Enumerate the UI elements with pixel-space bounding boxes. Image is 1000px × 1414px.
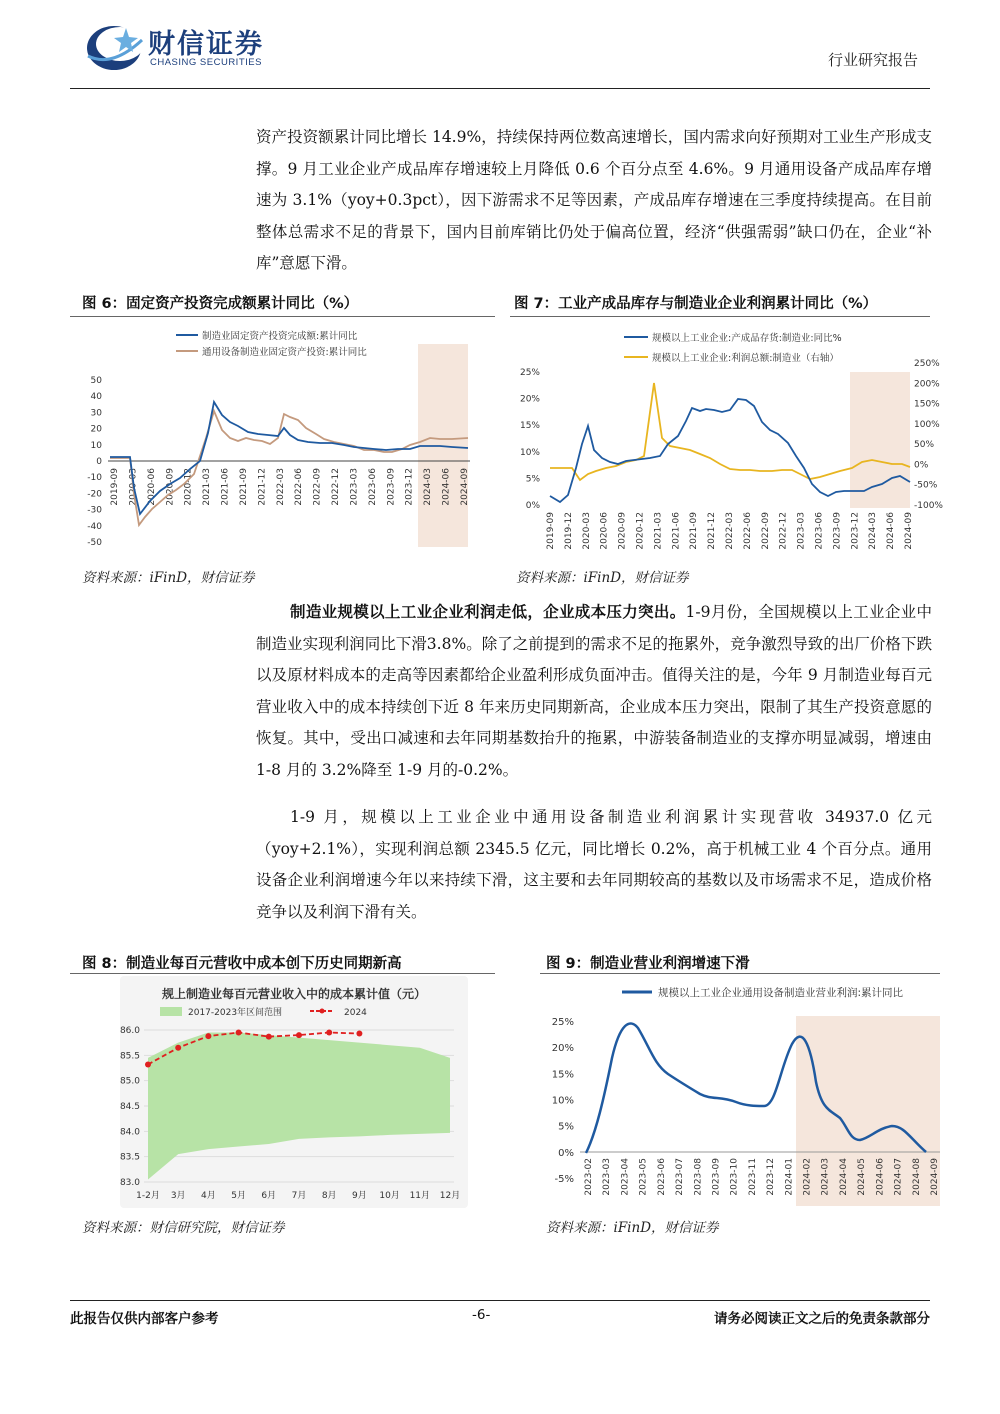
- fig9-y-tick: 10%: [551, 1095, 574, 1107]
- fig8-y-tick: 85.0: [119, 1076, 140, 1087]
- fig8-y-tick: 83.0: [119, 1178, 140, 1188]
- fig6-x-tick: 2021-09: [238, 468, 249, 506]
- fig8-x-tick: 5月: [231, 1191, 246, 1201]
- fig8-y-tick: 86.0: [119, 1026, 140, 1036]
- fig9-y-tick: -5%: [554, 1174, 574, 1185]
- fig6-x-tick: 2021-06: [220, 468, 231, 506]
- fig8-x-tick: 7月: [291, 1191, 307, 1201]
- fig9-x-tick: 2023-12: [766, 1158, 777, 1196]
- fig9-x-tick: 2024-06: [875, 1158, 886, 1196]
- fig6-y-tick: -10: [87, 473, 102, 484]
- intro-text: 资产投资额累计同比增长 14.9%，持续保持两位数高速增长，国内需求向好预期对工业生产形成支撑。9 月工业企业产成品库存增速较上月降低 0.6 个百分点至 4.6%。9 月通用设备产成品库存增速为 3.1%（yoy+0.3pct），因下游需求不足等因素，产成品库存增速在三季度持续提高。在目前整体总需求不足的背景下，国内目前库销比仍处于偏高位置，经济“供强需弱”缺口仍在，企业“补库”意愿下滑。: [256, 128, 932, 272]
- fig6-x-tick: 2020-06: [146, 468, 157, 506]
- fig9-x-tick: 2023-07: [675, 1158, 686, 1196]
- fig7-x-tick: 2022-03: [725, 512, 735, 550]
- fig7-x-tick: 2024-03: [868, 512, 879, 550]
- fig8-title: 图 8：制造业每百元营收中成本创下历史同期新高: [82, 956, 402, 972]
- fig7-chart: [510, 318, 943, 558]
- fig7-y-left-tick: 20%: [519, 394, 540, 405]
- fig7-y-left-tick: 10%: [519, 447, 540, 458]
- fig8-x-tick: 4月: [201, 1191, 216, 1201]
- fig8-legend-2024: 2024: [344, 1008, 367, 1018]
- fig8-x-tick: 3月: [170, 1191, 186, 1201]
- fig7-source: 资料来源：iFinD，财信证券: [516, 570, 689, 586]
- fig7-x-tick: 2019-09: [546, 512, 556, 550]
- profit-lead: 制造业规模以上工业企业利润走低，企业成本压力突出。: [290, 602, 686, 621]
- fig8-x-tick: 1-2月: [136, 1191, 160, 1201]
- fig8-x-tick: 12月: [439, 1191, 461, 1201]
- fig7-x-tick: 2019-12: [563, 512, 574, 550]
- fig6-x-tick: 2022-06: [294, 468, 305, 506]
- fig7-y-right-tick: 0%: [914, 460, 929, 471]
- fig7-title: 图 7：工业产成品库存与制造业企业利润累计同比（%）: [514, 296, 878, 312]
- fig6-y-tick: 30: [90, 408, 102, 419]
- fig7-x-tick: 2022-09: [760, 512, 771, 550]
- fig9-x-tick: 2024-05: [857, 1158, 868, 1196]
- fig7-x-tick: 2020-12: [635, 512, 646, 550]
- fig7-x-tick: 2022-06: [742, 512, 753, 550]
- fig8-y-tick: 83.5: [119, 1152, 140, 1163]
- general-equipment-paragraph: 1-9 月，规模以上工业企业中通用设备制造业利润累计实现营收 34937.0 亿元（yoy+2.1%），实现利润总额 2345.5 亿元，同比增长 0.2%，高于机械工业 4 个百分点。通用设备企业利润增速今年以来持续下滑，这主要和去年同期较高的基数以及市场需求不足，造成价格竞争以及利润下滑有关。: [256, 808, 932, 921]
- fig7-y-left-tick: 15%: [519, 421, 540, 432]
- fig6-title: 图 6：固定资产投资完成额累计同比（%）: [82, 296, 359, 312]
- fig7-x-tick: 2023-12: [850, 512, 861, 550]
- fig9-title-rule: [540, 973, 940, 974]
- fig8-2024-point: [266, 1034, 272, 1040]
- logo-text-cn: 财信证券: [148, 29, 264, 60]
- fig8-source: 资料来源：财信研究院，财信证券: [82, 1220, 285, 1236]
- fig6-chart: [72, 318, 492, 558]
- fig7-y-right-tick: -50%: [914, 480, 938, 491]
- fig7-y-left-tick: 5%: [525, 474, 540, 485]
- fig6-y-tick: -20: [87, 489, 102, 500]
- fig8-x-tick: 8月: [321, 1191, 337, 1201]
- fig7-x-tick: 2021-09: [689, 512, 700, 550]
- fig9-x-tick: 2024-03: [820, 1158, 831, 1196]
- fig6-x-tick: 2020-09: [165, 468, 176, 506]
- fig7-y-right-tick: 200%: [914, 379, 940, 390]
- fig7-highlight-region: [850, 372, 910, 508]
- fig9-x-tick: 2023-10: [729, 1158, 740, 1196]
- fig7-x-tick: 2023-03: [796, 512, 807, 550]
- fig6-title-rule: [70, 316, 495, 317]
- fig9-chart: [540, 978, 940, 1210]
- fig9-title: 图 9：制造业营业利润增速下滑: [546, 956, 750, 972]
- fig9-x-tick: 2024-07: [893, 1158, 904, 1196]
- fig6-y-tick: 40: [90, 392, 102, 403]
- fig7-x-tick: 2024-06: [886, 512, 897, 550]
- logo-text-en: CHASING SECURITIES: [150, 57, 262, 68]
- fig7-y-right-tick: 250%: [914, 359, 940, 369]
- fig6-x-tick: 2020-12: [183, 468, 194, 506]
- fig6-x-tick: 2023-09: [386, 468, 397, 506]
- fig6-x-tick: 2022-09: [312, 468, 323, 506]
- fig9-source: 资料来源：iFinD，财信证券: [546, 1220, 719, 1236]
- fig8-chart-title: 规上制造业每百元营业收入中的成本累计值（元）: [161, 987, 427, 1001]
- footer-disclaimer-left: 此报告仅供内部客户参考: [70, 1311, 219, 1327]
- fig6-y-tick: -50: [87, 538, 102, 548]
- fig8-2024-point: [326, 1030, 332, 1036]
- fig7-legend-2: 规模以上工业企业:利润总额:制造业（右轴）: [652, 353, 839, 364]
- fig8-range-area: [148, 1033, 450, 1180]
- fig9-y-tick: 15%: [551, 1069, 574, 1081]
- fig9-x-tick: 2023-06: [656, 1158, 667, 1196]
- fig6-legend-1: 制造业固定资产投资完成额:累计同比: [202, 331, 358, 342]
- fig8-y-tick: 84.0: [119, 1127, 140, 1138]
- fig7-y-right-tick: 50%: [914, 440, 935, 451]
- fig9-x-tick: 2024-04: [838, 1158, 849, 1196]
- fig6-x-tick: 2022-12: [331, 468, 342, 506]
- fig8-title-rule: [70, 973, 495, 974]
- header-rule: [70, 88, 930, 89]
- footer-rule: [70, 1300, 930, 1301]
- fig6-x-tick: 2023-03: [349, 468, 360, 506]
- fig6-y-tick: 50: [90, 376, 102, 386]
- fig8-2024-point: [145, 1061, 151, 1067]
- fig6-x-tick: 2019-09: [110, 468, 120, 506]
- fig8-y-tick: 84.5: [119, 1102, 140, 1112]
- fig9-y-tick: 25%: [551, 1017, 574, 1028]
- fig9-legend: 规模以上工业企业通用设备制造业营业利润:累计同比: [658, 987, 904, 999]
- fig6-x-tick: 2023-12: [404, 468, 415, 506]
- fig7-legend-1: 规模以上工业企业:产成品存货:制造业:同比%: [652, 333, 842, 344]
- fig7-x-tick: 2021-06: [671, 512, 682, 550]
- fig7-x-tick: 2020-03: [581, 512, 592, 550]
- fig9-y-tick: 20%: [551, 1043, 574, 1055]
- fig6-x-tick: 2023-06: [367, 468, 378, 506]
- fig6-source: 资料来源：iFinD，财信证券: [82, 570, 255, 586]
- fig7-x-tick: 2022-12: [778, 512, 789, 550]
- fig7-x-tick: 2020-09: [617, 512, 628, 550]
- intro-paragraph: [256, 122, 932, 280]
- fig9-x-tick: 2023-11: [747, 1158, 758, 1196]
- fig6-x-tick: 2024-06: [441, 468, 452, 506]
- fig8-y-tick: 85.5: [119, 1051, 140, 1062]
- fig7-x-tick: 2020-06: [599, 512, 610, 550]
- fig7-y-right-tick: -100%: [914, 501, 943, 511]
- fig7-x-tick: 2023-09: [832, 512, 843, 550]
- fig8-x-tick: 10月: [379, 1191, 400, 1201]
- fig8-2024-point: [175, 1045, 181, 1051]
- profit-paragraph: [256, 596, 932, 786]
- fig7-x-tick: 2021-03: [653, 512, 664, 550]
- profit-section: [256, 596, 932, 928]
- fig9-y-tick: 0%: [558, 1147, 574, 1159]
- fig6-y-tick: -30: [87, 505, 102, 516]
- fig9-x-tick: 2023-03: [602, 1158, 613, 1196]
- fig9-x-tick: 2024-09: [930, 1158, 940, 1196]
- fig6-y-tick: 20: [90, 424, 102, 435]
- fig6-x-tick: 2020-03: [128, 468, 139, 506]
- fig8-2024-point: [205, 1033, 211, 1039]
- fig9-x-tick: 2023-08: [693, 1158, 704, 1196]
- profit-text: 1-9月份，全国规模以上工业企业中制造业实现利润同比下滑3.8%。除了之前提到的需求不足的拖累外，竞争激烈导致的出厂价格下跌以及原材料成本的走高等因素都给企业盈利形成负面冲击。值得关注的是，今年 9 月制造业每百元营业收入中的成本持续创下近 8 年来历史同期新高，企业成本压力突出，限制了其生产投资意愿的恢复。其中，受出口减速和去年同期基数抬升的拖累，中游装备制造业的支撑亦明显减弱，增速由 1-8 月的 3.2%降至 1-9 月的-0.2%。: [256, 603, 932, 779]
- fig7-x-tick: 2023-06: [814, 512, 825, 550]
- fig8-2024-point: [356, 1031, 362, 1037]
- fig9-x-tick: 2023-05: [638, 1158, 649, 1196]
- fig6-y-tick: 10: [90, 440, 102, 451]
- fig6-y-tick: 0: [96, 457, 102, 467]
- fig8-legend-range: 2017-2023年区间范围: [188, 1008, 283, 1018]
- fig9-y-tick: 5%: [558, 1121, 574, 1133]
- logo-swoosh-icon: [82, 18, 152, 76]
- fig8-chart: [120, 976, 468, 1208]
- fig9-x-tick: 2023-02: [584, 1158, 594, 1196]
- fig7-y-right-tick: 150%: [914, 399, 940, 410]
- fig8-2024-point: [236, 1030, 242, 1036]
- fig6-x-tick: 2022-03: [275, 468, 286, 506]
- fig7-y-left-tick: 0%: [525, 501, 540, 511]
- fig7-y-left-tick: 25%: [519, 368, 540, 378]
- fig6-x-tick: 2024-03: [423, 468, 434, 506]
- fig6-x-tick: 2021-12: [257, 468, 268, 506]
- fig9-x-tick: 2023-09: [711, 1158, 722, 1196]
- fig8-x-tick: 11月: [409, 1191, 431, 1201]
- fig8-2024-point: [296, 1032, 302, 1038]
- fig9-x-tick: 2023-04: [620, 1158, 631, 1196]
- fig6-legend-2: 通用设备制造业固定资产投资:累计同比: [202, 347, 367, 358]
- fig7-x-tick: 2024-09: [904, 512, 914, 550]
- page-number: -6-: [472, 1307, 491, 1323]
- fig9-x-tick: 2024-02: [802, 1158, 813, 1196]
- fig9-x-tick: 2024-01: [784, 1158, 795, 1196]
- fig6-x-tick: 2024-09: [460, 468, 470, 506]
- fig6-y-tick: -40: [87, 521, 102, 532]
- fig8-x-tick: 9月: [352, 1191, 367, 1201]
- footer-disclaimer-right: 请务必阅读正文之后的免责条款部分: [714, 1311, 930, 1327]
- fig9-x-tick: 2024-08: [911, 1158, 922, 1196]
- fig7-title-rule: [510, 316, 930, 317]
- document-type: 行业研究报告: [827, 51, 918, 69]
- fig7-x-tick: 2021-12: [707, 512, 718, 550]
- fig8-x-tick: 6月: [261, 1191, 277, 1201]
- fig7-y-right-tick: 100%: [914, 419, 940, 430]
- fig6-x-tick: 2021-03: [202, 468, 213, 506]
